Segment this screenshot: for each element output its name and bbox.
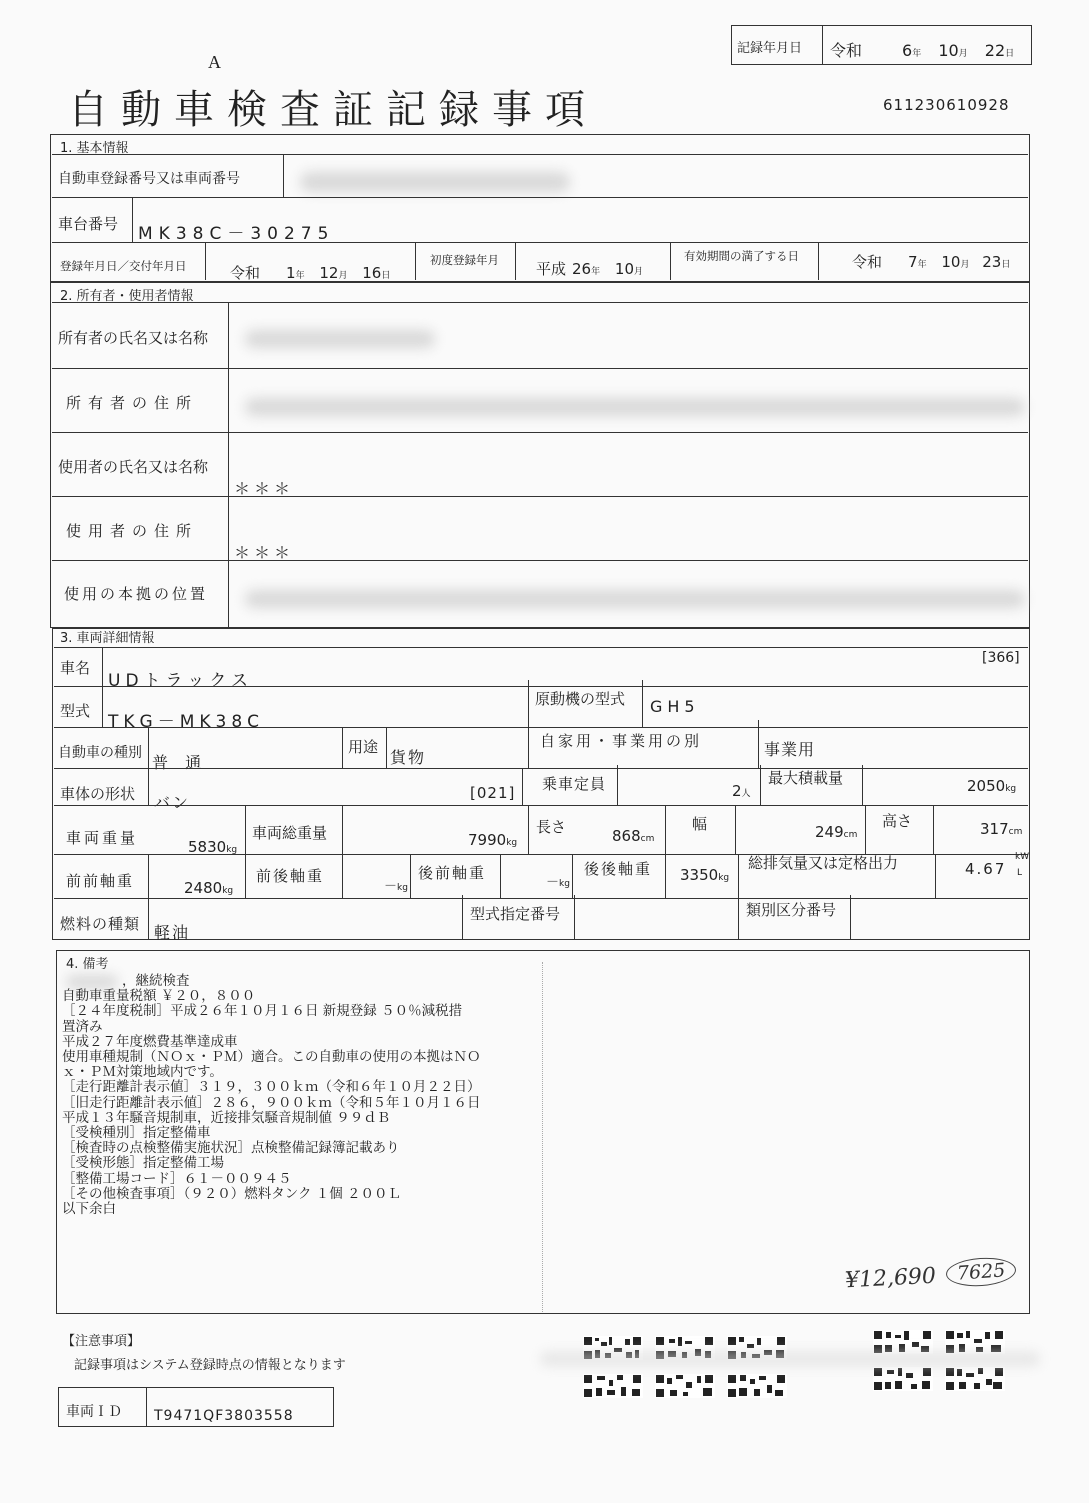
base-location-redacted: [245, 590, 1025, 608]
owner-address-redacted: [245, 398, 1025, 416]
model-label: 型式: [60, 702, 91, 720]
vehicle-id-label: 車両ＩＤ: [66, 1404, 122, 1420]
form-mark: A: [208, 52, 221, 72]
maker-label: 車名: [60, 659, 91, 677]
capacity-label: 乗車定員: [542, 775, 607, 793]
width-label: 幅: [692, 815, 708, 833]
barcode-redacted: [540, 1352, 1040, 1366]
type-designation-label: 型式指定番号: [470, 905, 561, 923]
business-value: 事業用: [764, 740, 816, 759]
remarks-line: ［２４年度税制］平成２６年１０月１６日 新規登録 ５０％減税措: [62, 1003, 463, 1020]
maker-value: UDトラックス: [108, 671, 254, 691]
capacity-value: 2人: [732, 782, 751, 800]
barcode-icon: [873, 1367, 933, 1391]
expiry-label: 有効期間の満了する日: [684, 249, 799, 263]
fuel-label: 燃料の種類: [60, 915, 141, 933]
body-code: [021]: [470, 784, 516, 802]
barcode-icon: [727, 1374, 787, 1398]
vehicle-id-value: T9471QF3803558: [154, 1408, 294, 1424]
displacement-label: 総排気量又は定格出力: [748, 854, 899, 872]
rear-front-axle-value: －kg: [546, 875, 570, 890]
use-value: 貨物: [390, 748, 427, 767]
notice-heading: 【注意事項】: [62, 1334, 141, 1349]
first-reg-date: 平成 26年 10月: [536, 260, 644, 278]
rear-rear-axle-label: 後後軸重: [584, 860, 653, 878]
reg-number-label: 自動車登録番号又は車両番号: [58, 171, 240, 187]
model-value: TKG－MK38C: [108, 712, 265, 732]
business-label: 自家用・事業用の別: [540, 732, 703, 750]
owner-name-label: 所有者の氏名又は名称: [58, 329, 209, 347]
remarks-line: ［受検種別］指定整備車: [62, 1125, 211, 1142]
barcode-icon: [945, 1367, 1005, 1391]
body-label: 車体の形状: [60, 785, 136, 803]
length-value: 868cm: [612, 827, 655, 845]
barcode-icon: [583, 1374, 643, 1398]
front-rear-axle-value: －kg: [384, 879, 408, 894]
chassis-value: MK38C－30275: [138, 224, 335, 244]
displacement-value: 4.67: [965, 860, 1007, 878]
front-rear-axle-label: 前後軸重: [256, 867, 325, 885]
record-date: 令和 6年 10月 22日: [830, 41, 1015, 60]
rear-front-axle-label: 後前軸重: [418, 864, 487, 882]
gross-weight-label: 車両総重量: [252, 824, 328, 842]
remarks-line: ，継続検査: [122, 973, 190, 989]
notice-text: 記録事項はシステム登録時点の情報となります: [74, 1358, 346, 1373]
remarks-line: ［走行距離計表示値］３１９，３００ｋｍ（令和６年１０月２２日）: [62, 1079, 481, 1096]
use-label: 用途: [348, 738, 379, 756]
vehicle-weight-label: 車両重量: [66, 829, 139, 847]
barcode-icon: [945, 1330, 1005, 1354]
remarks-line: ［検査時の点検整備実施状況］点検整備記録簿記載あり: [62, 1140, 400, 1157]
chassis-label: 車台番号: [58, 215, 119, 233]
barcode-icon: [655, 1374, 715, 1398]
rear-rear-axle-value: 3350kg: [680, 866, 730, 884]
height-label: 高さ: [882, 812, 913, 830]
section-vehicle-heading: 3. 車両詳細情報: [60, 631, 155, 646]
reg-date-label: 登録年月日／交付年月日: [60, 259, 187, 273]
document-number: 611230610928: [883, 96, 1010, 114]
fuel-value: 軽油: [154, 923, 191, 942]
user-address-value: ＊＊＊: [234, 543, 295, 562]
remarks-line: 置済み: [62, 1018, 103, 1035]
remarks-line: 使用車種規制（ＮＯｘ・ＰＭ）適合。この自動車の使用の本拠はＮＯ: [62, 1049, 481, 1066]
front-front-axle-label: 前前軸重: [66, 872, 135, 890]
kind-label: 自動車の種別: [58, 745, 142, 761]
barcode-icon: [873, 1330, 933, 1354]
remarks-line: ［受検形態］指定整備工場: [62, 1155, 224, 1172]
handwritten-circled-number: 7625: [945, 1256, 1017, 1289]
user-name-label: 使用者の氏名又は名称: [58, 458, 209, 476]
remarks-text: [62, 974, 481, 1217]
section-remarks-heading: 4. 備考: [66, 957, 109, 972]
vehicle-weight-value: 5830kg: [188, 838, 238, 856]
remarks-line: 以下余白: [62, 1201, 116, 1218]
gross-weight-value: 7990kg: [468, 831, 518, 849]
owner-address-label: 所有者の住所: [66, 394, 199, 412]
remarks-line: ｘ・ＰＭ対策地域内です。: [62, 1064, 223, 1081]
owner-name-redacted: [245, 330, 435, 348]
displacement-unit-l: L: [1017, 868, 1023, 878]
section-basic-heading: 1. 基本情報: [60, 141, 129, 156]
width-value: 249cm: [815, 823, 858, 841]
reg-number-redacted: [300, 172, 570, 192]
base-location-label: 使用の本拠の位置: [64, 585, 209, 603]
user-name-value: ＊＊＊: [234, 479, 295, 498]
section-owner-heading: 2. 所有者・使用者情報: [60, 289, 194, 304]
remarks-line: 自動車重量税額 ￥２０，８００: [62, 988, 256, 1005]
max-load-value: 2050kg: [967, 777, 1017, 795]
maker-code: [366]: [982, 650, 1020, 666]
front-front-axle-value: 2480kg: [184, 879, 234, 897]
remarks-divider: [542, 962, 543, 1312]
height-value: 317cm: [980, 820, 1023, 838]
category-label: 類別区分番号: [746, 901, 837, 919]
kind-value: 普 通: [152, 753, 208, 772]
remarks-line: 平成２７年度燃費基準達成車: [62, 1033, 238, 1050]
displacement-unit-kw: kW: [1015, 852, 1030, 862]
handwritten-amount: ¥12,690: [844, 1263, 937, 1294]
reg-date: 令和 1年 12月 16日: [230, 264, 391, 282]
remarks-line: ［整備工場コード］６１－００９４５: [62, 1170, 292, 1187]
body-value: バン: [154, 793, 191, 812]
record-date-label: 記録年月日: [737, 41, 803, 56]
remarks-line: ［旧走行距離計表示値］２８６，９００ｋｍ（令和５年１０月１６日: [62, 1094, 481, 1111]
first-reg-label: 初度登録年月: [430, 253, 499, 267]
page-title: 自動車検査証記録事項: [68, 87, 598, 133]
remarks-line: ［その他検査事項］（９２０）燃料タンク １個 ２００Ｌ: [62, 1185, 402, 1202]
length-label: 長さ: [536, 818, 567, 836]
engine-label: 原動機の型式: [535, 690, 626, 708]
max-load-label: 最大積載量: [768, 769, 844, 787]
remarks-line: 平成１３年騒音規制車，近接排気騒音規制値 ９９ｄＢ: [62, 1109, 391, 1126]
user-address-label: 使用者の住所: [66, 522, 199, 540]
expiry-date: 令和 7年 10月 23日: [852, 253, 1011, 271]
engine-value: GH5: [650, 697, 700, 716]
